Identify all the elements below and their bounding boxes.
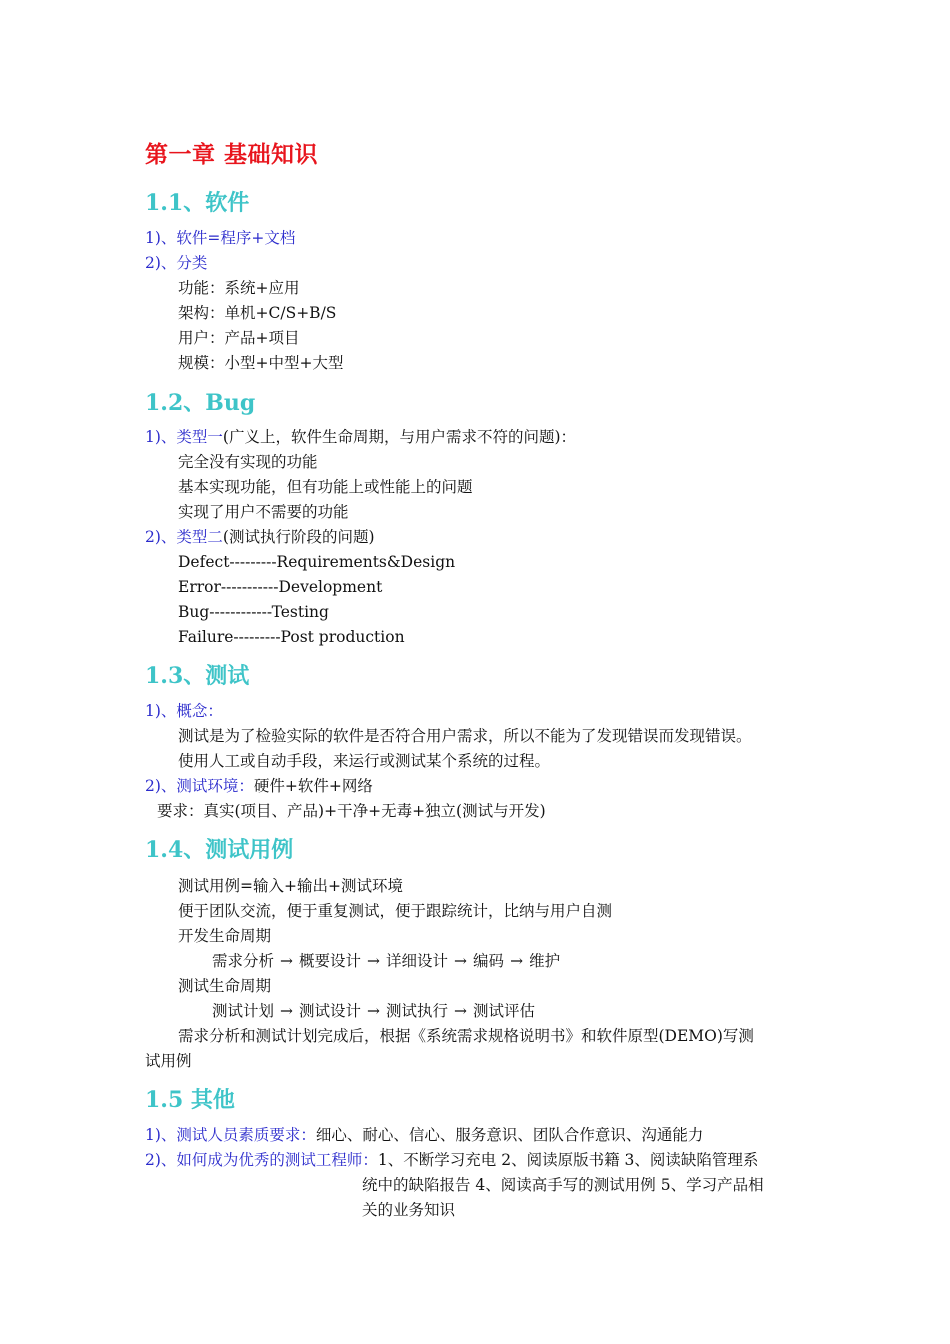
section-title-other: 1.5 其他 xyxy=(145,1087,235,1113)
dev-step: 需求分析 xyxy=(212,952,275,970)
dev-step: 编码 xyxy=(473,952,505,970)
bug-type-2-text: (测试执行阶段的问题) xyxy=(222,528,375,546)
dev-step: 详细设计 xyxy=(386,952,449,970)
bug-type-1-text: (广义上，软件生命周期，与用户需求不符的问题)： xyxy=(222,428,577,446)
testing-item-2 xyxy=(145,776,373,796)
arrow-icon: → xyxy=(280,1002,294,1020)
bug-type-1-label: 1)、类型一 xyxy=(145,428,223,446)
arrow-icon: → xyxy=(510,952,524,970)
software-class-line: 规模：小型+中型+大型 xyxy=(178,354,344,372)
testing-env-label: 2)、测试环境： xyxy=(145,777,254,795)
bug-type-2-line: Bug------------Testing xyxy=(178,603,329,621)
test-step: 测试执行 xyxy=(386,1002,449,1020)
test-case-paragraph: 需求分析和测试计划完成后，根据《系统需求规格说明书》和软件原型(DEMO)写测 xyxy=(178,1027,754,1045)
quality-label: 1)、测试人员素质要求： xyxy=(145,1126,316,1144)
section-title-testing: 1.3、测试 xyxy=(145,663,250,689)
excellent-engineer-text: 1、不断学习充电 2、阅读原版书籍 3、阅读缺陷管理系 xyxy=(377,1151,759,1169)
software-item-2: 2)、分类 xyxy=(145,254,208,272)
other-item-2 xyxy=(145,1150,758,1170)
excellent-engineer-text: 统中的缺陷报告 4、阅读高手写的测试用例 5、学习产品相 xyxy=(362,1176,764,1194)
arrow-icon: → xyxy=(454,952,468,970)
arrow-icon: → xyxy=(280,952,294,970)
dev-lifecycle-title: 开发生命周期 xyxy=(178,927,272,945)
testing-concept-line: 测试是为了检验实际的软件是否符合用户需求，所以不能为了发现错误而发现错误。 xyxy=(178,727,752,745)
test-step: 测试评估 xyxy=(473,1002,536,1020)
dev-step: 维护 xyxy=(529,952,561,970)
testing-item-1: 1)、概念： xyxy=(145,702,223,720)
software-class-line: 功能：系统+应用 xyxy=(178,279,300,297)
software-class-line: 架构：单机+C/S+B/S xyxy=(178,304,337,322)
bug-type-2-line: Error-----------Development xyxy=(178,578,383,596)
testing-env-text: 硬件+软件+网络 xyxy=(253,777,373,795)
testing-env-requirement: 要求：真实(项目、产品)+干净+无毒+独立(测试与开发) xyxy=(157,802,546,820)
section-title-test-case: 1.4、测试用例 xyxy=(145,837,294,863)
test-case-line: 测试用例=输入+输出+测试环境 xyxy=(178,877,403,895)
test-step: 测试计划 xyxy=(212,1002,275,1020)
excellent-engineer-text: 关的业务知识 xyxy=(362,1201,456,1219)
test-case-line: 便于团队交流，便于重复测试，便于跟踪统计，比纳与用户自测 xyxy=(178,902,613,920)
excellent-engineer-label: 2)、如何成为优秀的测试工程师： xyxy=(145,1151,378,1169)
bug-type-2-line: Defect---------Requirements&Design xyxy=(178,553,456,571)
other-item-1 xyxy=(145,1125,703,1145)
arrow-icon: → xyxy=(367,1002,381,1020)
quality-text: 细心、耐心、信心、服务意识、团队合作意识、沟通能力 xyxy=(315,1126,704,1144)
software-item-1: 1)、软件=程序+文档 xyxy=(145,229,296,247)
test-case-paragraph: 试用例 xyxy=(145,1052,192,1070)
bug-type-1-line: 实现了用户不需要的功能 xyxy=(178,503,349,521)
bug-type-2-label: 2)、类型二 xyxy=(145,528,223,546)
dev-lifecycle-flow xyxy=(212,951,560,971)
testing-concept-line: 使用人工或自动手段，来运行或测试某个系统的过程。 xyxy=(178,752,551,770)
chapter-title: 第一章 基础知识 xyxy=(145,141,319,168)
software-class-line: 用户：产品+项目 xyxy=(178,329,300,347)
bug-type-1-line: 完全没有实现的功能 xyxy=(178,453,318,471)
section-title-bug: 1.2、Bug xyxy=(145,390,256,416)
test-lifecycle-title: 测试生命周期 xyxy=(178,977,272,995)
bug-type-1-line: 基本实现功能，但有功能上或性能上的问题 xyxy=(178,478,473,496)
bug-type-2-line: Failure---------Post production xyxy=(178,628,405,646)
arrow-icon: → xyxy=(454,1002,468,1020)
dev-step: 概要设计 xyxy=(299,952,362,970)
arrow-icon: → xyxy=(367,952,381,970)
bug-type-1 xyxy=(145,427,576,447)
test-step: 测试设计 xyxy=(299,1002,362,1020)
bug-type-2 xyxy=(145,527,375,547)
test-lifecycle-flow xyxy=(212,1001,535,1021)
section-title-software: 1.1、软件 xyxy=(145,190,250,216)
